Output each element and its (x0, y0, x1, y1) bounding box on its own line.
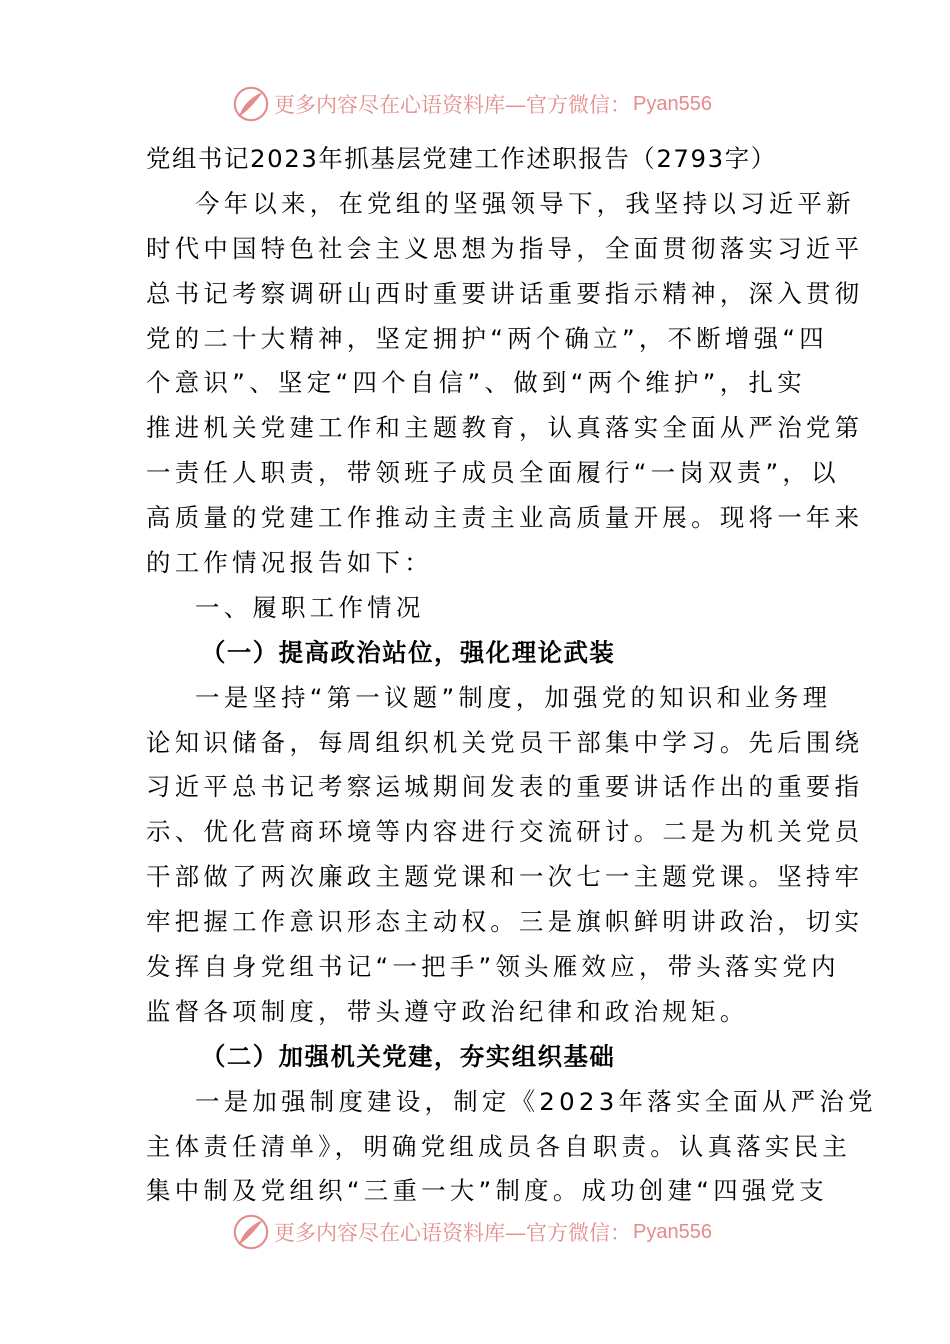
paragraph-line: 示、优化营商环境等内容进行交流研讨。二是为机关党员 (146, 817, 864, 847)
pen-circle-logo-icon (232, 85, 270, 123)
watermark-text: 更多内容尽在心语资料库—官方微信： (274, 93, 631, 117)
paragraph-line: 论知识储备，每周组织机关党员干部集中学习。先后围绕 (146, 727, 864, 757)
intro-line: 个意识”、坚定“四个自信”、做到“两个维护”，扎实 (146, 368, 806, 398)
paragraph-line: 一是加强制度建设，制定《2023年落实全面从严治党 (195, 1086, 877, 1116)
intro-line: 的工作情况报告如下： (146, 548, 433, 578)
paragraph-line: 监督各项制度，带头遵守政治纪律和政治规矩。 (146, 996, 749, 1026)
pen-circle-logo-icon (232, 1213, 270, 1251)
paragraph-line: 习近平总书记考察运城期间发表的重要讲话作出的重要指 (146, 772, 864, 802)
document-title: 党组书记2023年抓基层党建工作述职报告（2793字） (146, 144, 777, 173)
intro-line: 党的二十大精神，坚定拥护“两个确立”，不断增强“四 (146, 323, 829, 353)
subsection-heading: （二）加强机关党建，夯实组织基础 (201, 1041, 616, 1071)
document-body (146, 137, 877, 1214)
header-watermark (232, 84, 712, 124)
paragraph-line: 一是坚持“第一议题”制度，加强党的知识和业务理 (195, 682, 832, 712)
subsection-heading: （一）提高政治站位，强化理论武装 (201, 637, 616, 667)
intro-line: 总书记考察调研山西时重要讲话重要指示精神，深入贯彻 (146, 278, 864, 308)
paragraph-line: 干部做了两次廉政主题党课和一次七一主题党课。坚持牢 (146, 862, 864, 892)
paragraph-line: 牢把握工作意识形态主动权。三是旗帜鲜明讲政治，切实 (146, 907, 864, 937)
watermark-wechat-id: Pyan556 (633, 92, 712, 115)
section-heading: 一、履职工作情况 (195, 592, 425, 622)
paragraph-line: 主体责任清单》，明确党组成员各自职责。认真落实民主 (146, 1131, 852, 1161)
intro-line: 推进机关党建工作和主题教育，认真落实全面从严治党第 (146, 413, 864, 443)
intro-line: 高质量的党建工作推动主责主业高质量开展。现将一年来 (146, 503, 864, 533)
intro-line: 时代中国特色社会主义思想为指导，全面贯彻落实习近平 (146, 233, 864, 263)
watermark-text: 更多内容尽在心语资料库—官方微信： (274, 1221, 631, 1245)
watermark-wechat-id: Pyan556 (633, 1220, 712, 1243)
intro-line: 今年以来，在党组的坚强领导下，我坚持以习近平新 (195, 188, 855, 218)
paragraph-line: 集中制及党组织“三重一大”制度。成功创建“四强党支 (146, 1176, 829, 1206)
footer-watermark (232, 1212, 712, 1252)
intro-line: 一责任人职责，带领班子成员全面履行“一岗双责”，以 (146, 458, 840, 488)
paragraph-line: 发挥自身党组书记“一把手”领头雁效应，带头落实党内 (146, 952, 840, 982)
